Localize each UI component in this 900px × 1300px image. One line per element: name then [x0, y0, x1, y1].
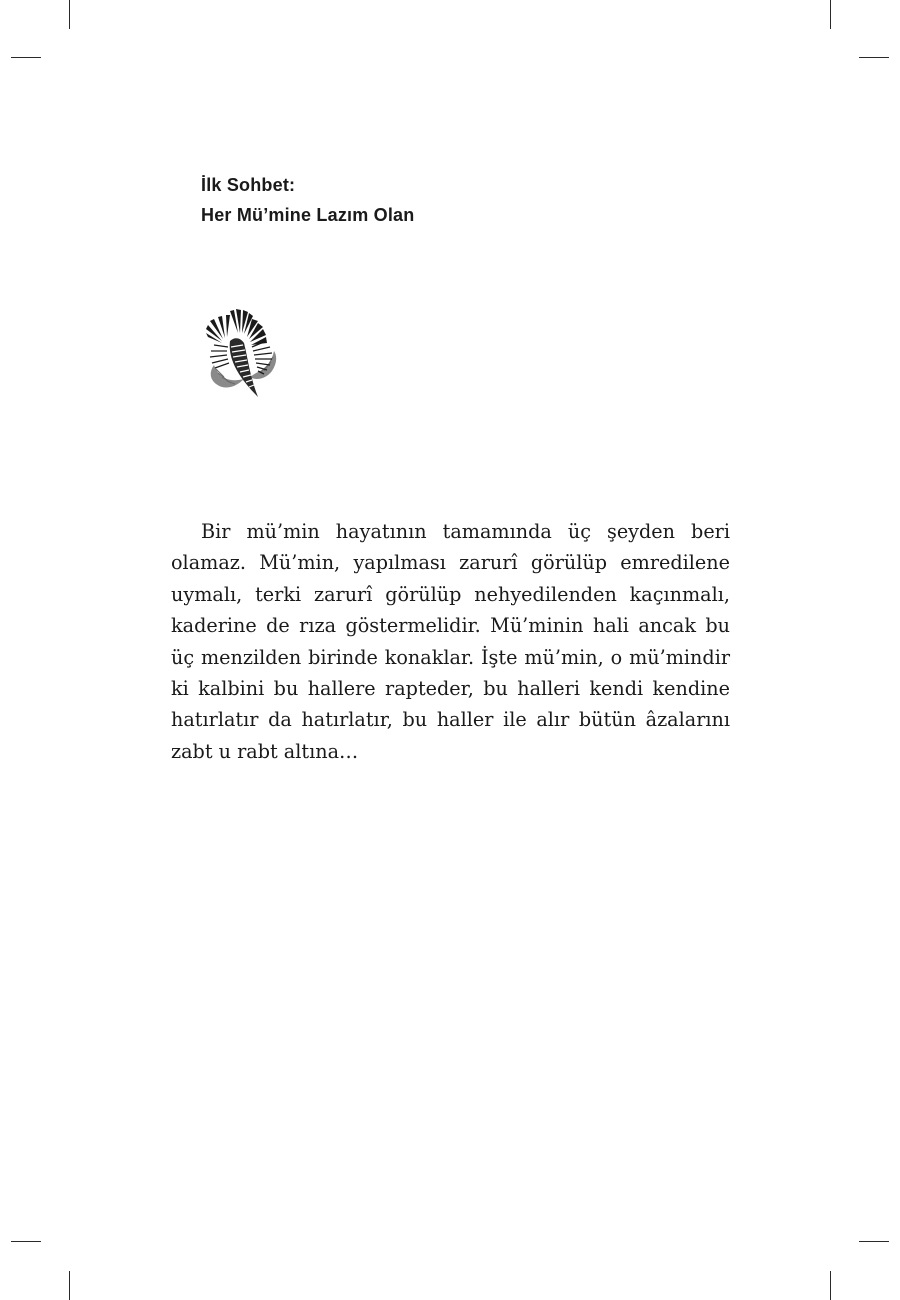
chapter-title-line-2: Her Mü’mine Lazım Olan — [201, 205, 415, 225]
chapter-heading — [201, 170, 414, 230]
chapter-title-line-1: İlk Sohbet: — [201, 175, 296, 195]
crop-mark-top-left-horizontal — [11, 57, 41, 58]
floral-ornament-icon — [200, 307, 286, 403]
crop-mark-top-right-vertical — [830, 0, 831, 29]
crop-mark-bottom-left-horizontal — [11, 1241, 41, 1242]
crop-mark-top-left-vertical — [69, 0, 70, 29]
crop-mark-bottom-left-vertical — [69, 1271, 70, 1300]
crop-mark-bottom-right-horizontal — [859, 1241, 889, 1242]
crop-mark-top-right-horizontal — [859, 57, 889, 58]
body-paragraph: Bir mü’min hayatının tamamında üç şeyden beri olamaz. Mü’min, yapılması zarurî görülüp emredilene uymalı, terki zarurî görülüp nehyedilenden kaçınmalı, kaderine de rıza göstermelidir. Mü’minin hali ancak bu üç menzilden birinde konaklar. İşte mü’min, o mü’mindir ki kalbini bu hallere rapteder, bu halleri kendi kendine hatırlatır da hatırlatır, bu haller ile alır bütün âzalarını zabt u rabt altına… — [171, 520, 730, 763]
crop-mark-bottom-right-vertical — [830, 1271, 831, 1300]
